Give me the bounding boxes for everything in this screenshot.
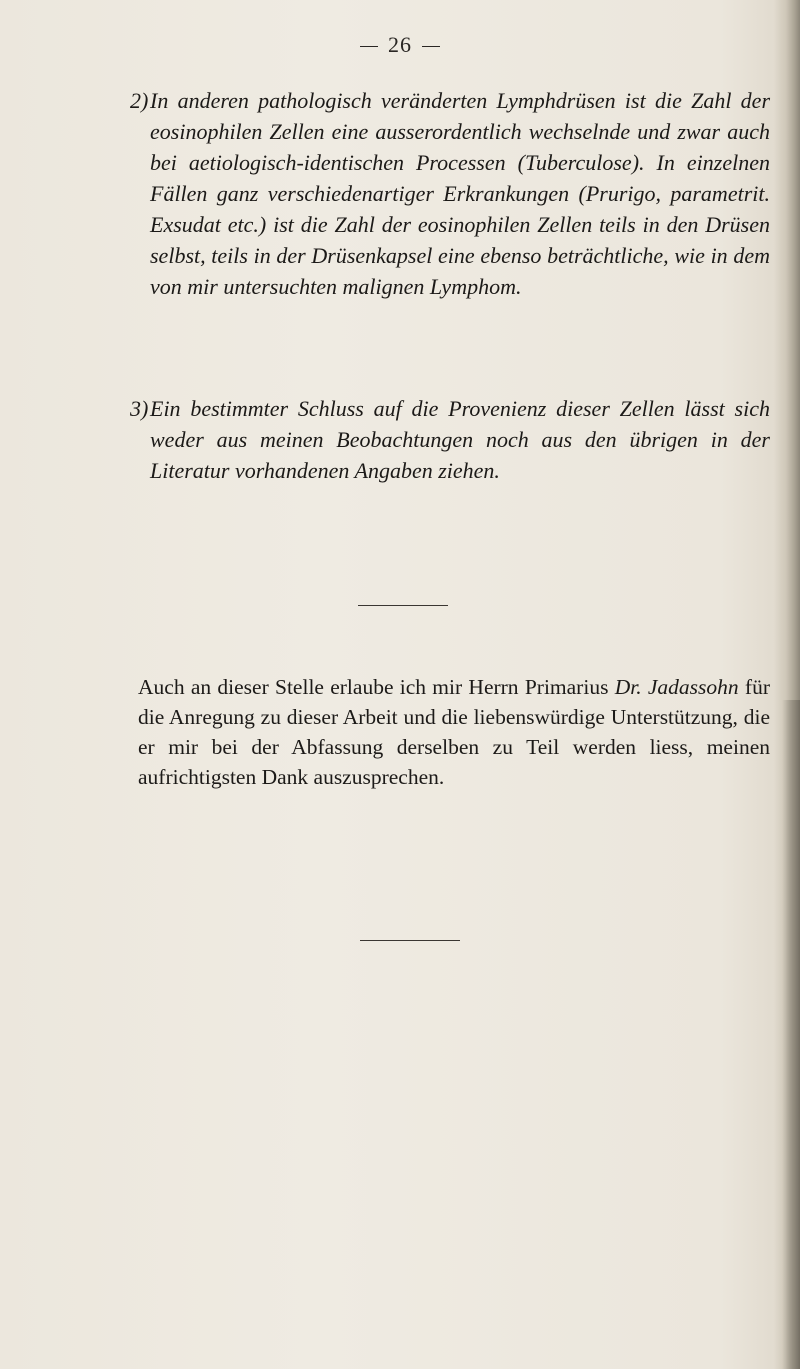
item-number: 3) — [130, 396, 149, 421]
acknowledgement-text-start: Auch an dieser Stelle erlaube ich mir Herrn Primarius — [138, 675, 615, 699]
page-number — [0, 32, 800, 58]
section-divider — [358, 605, 448, 606]
conclusion-item-3 — [100, 393, 770, 523]
end-divider — [360, 940, 460, 941]
acknowledgement-name: Dr. Jadassohn — [614, 675, 739, 699]
item-text: Ein bestimmter Schluss auf die Provenienz dieser Zellen lässt sich weder aus meinen Beobachtungen noch aus den übrigen in der Literatur vorhandenen Angaben ziehen. — [150, 396, 770, 483]
item-text: In anderen pathologisch veränderten Lymphdrüsen ist die Zahl der eosinophilen Zellen eine ausserordentlich wechselnde und zwar auch bei aetiologisch-identischen Processen (Tuberculose). In einzelnen Fällen ganz verschiedenartiger Erkrankungen (Prurigo, parametrit. Exsudat etc.) ist die Zahl der eosinophilen Zellen teils in den Drüsen selbst, teils in der Drüsenkapsel eine ebenso beträchtliche, wie in dem von mir untersuchten malignen Lymphom. — [150, 88, 770, 299]
acknowledgement-paragraph — [138, 672, 770, 792]
item-number: 2) — [130, 88, 149, 113]
page-edge-shadow-lower — [782, 700, 800, 1369]
acknowledgement-text-end: für die Anregung zu dieser Arbeit und die liebenswürdige Unterstützung, die er mir bei der Abfassung derselben zu Teil werden liess, meinen aufrichtigsten Dank auszusprechen. — [138, 675, 770, 789]
conclusion-item-2 — [100, 85, 770, 365]
page-number-dash-right — [422, 46, 440, 47]
page-number-value: 26 — [388, 32, 412, 57]
page-number-dash-left — [360, 46, 378, 47]
